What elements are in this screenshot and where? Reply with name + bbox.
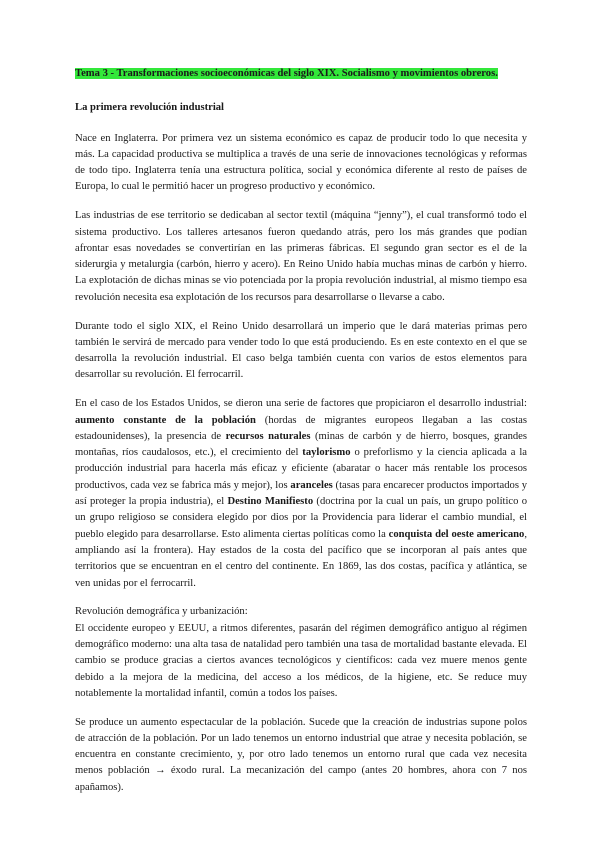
p4-bold-1: aumento constante de la población [75, 414, 256, 426]
p4-bold-6: conquista del oeste americano [388, 528, 525, 540]
paragraph-4 [75, 396, 527, 592]
p4-text-6: (doctrina por la cual un país, un grupo político o un grupo religioso se considera elegido por dios por la Providencia para liderar el cambio mundial, el pueblo elegido para desarrollarse. Esto alimenta ciertas políticas como la [75, 496, 527, 540]
paragraph-6: Se produce un aumento espectacular de la población. Sucede que la creación de industrias supone polos de atracción de la población. Por un lado tenemos un entorno industrial que atrae y necesita población, se encuentra en constante crecimiento, y, por otro lado tenemos un entorno rural que cada vez necesita menos población → éxodo rural. La mecanización del campo (antes 20 hombres, ahora con 7 nos apañamos). [75, 716, 527, 793]
p4-bold-3: taylorismo [302, 447, 351, 459]
p4-text-7: , ampliando así la frontera). Hay estados de la costa del pacífico que se incorporan al país antes que territorios que se encuentran en el centro del continente. En 1869, las dos costas, pacífica y atlántica, se ven unidas por el ferrocarril. [75, 528, 527, 589]
paragraph-3: Durante todo el siglo XIX, el Reino Unido desarrollará un imperio que le dará materias primas pero también le servirá de mercado para vender todo lo que está produciendo. Es en este contexto en el que se desarrolla la revolución industrial. El caso belga también cuenta con varios de estos elementos para desarrollar su revolución. El ferrocarril. [75, 320, 527, 381]
p4-text-4: o preforlismo y la ciencia aplicada a la producción industrial para hacerla más eficaz y eficiente (abaratar o hacer más rentable los procesos productivos, cada vez se fabrica más y mejor), los [75, 447, 528, 491]
paragraph-1: Nace en Inglaterra. Por primera vez un sistema económico es capaz de producir todo lo que necesita y más. La capacidad productiva se multiplica a través de una serie de innovaciones tecnológicas y reformas de todo tipo. Inglaterra tenía una estructura política, social y económica diferente al resto de países de Europa, lo cual le permitió hacer un progreso productivo y económico. [75, 132, 527, 193]
subheading-demography: Revolución demográfica y urbanización: [75, 606, 248, 618]
p4-bold-5: Destino Manifiesto [227, 496, 314, 508]
document-page [75, 66, 527, 809]
document-title [75, 66, 527, 82]
p4-text-2: (hordas de migrantes europeos llegaban a las costas estadounidenses), la presencia de [75, 414, 527, 442]
p4-bold-4: aranceles [290, 479, 333, 491]
paragraph-5: El occidente europeo y EEUU, a ritmos diferentes, pasarán del régimen demográfico antiguo al régimen demográfico moderno: una alta tasa de natalidad pero también una tasa de mortalidad bastante elevada. El cambio se produce gracias a ciertos avances tecnológicos y científicos: cada vez muere menos gente debido a la mejora de la medicina, del acceso a los médicos, de la higiene, etc. Se reduce muy notablemente la mortalidad infantil, común a todos los países. [75, 622, 527, 699]
p4-text-1: En el caso de los Estados Unidos, se dieron una serie de factores que propiciaron el desarrollo industrial: [75, 398, 527, 410]
p4-bold-2: recursos naturales [225, 430, 311, 442]
p4-text-5: (tasas para encarecer productos importados y así proteger la propia industria), el [75, 479, 527, 508]
paragraph-2: Las industrias de ese territorio se dedicaban al sector textil (máquina “jenny”), el cual transformó todo el sistema productivo. Los talleres artesanos fueron quedando atrás, pero los más grandes que podían afrontar esas novedades se convertirían en las primeras fábricas. El segundo gran sector es el de la siderurgia y metalurgia (carbón, hierro y acero). En Reino Unido había muchas minas de carbón y hierro. La explotación de dichas minas se vio potenciada por la propia revolución industrial, al mismo tiempo esa revolución necesita esa explotación de los recursos para desarrollarse o llevarse a cabo. [75, 210, 527, 303]
section-heading: La primera revolución industrial [75, 102, 225, 114]
p4-text-3: (minas de carbón y de hierro, bosques, grandes montañas, ríos caudalosos, etc.), el crecimiento del [75, 430, 527, 459]
title-highlight: Tema 3 - Transformaciones socioeconómicas del siglo XIX. Socialismo y movimientos obreros. [75, 68, 498, 79]
